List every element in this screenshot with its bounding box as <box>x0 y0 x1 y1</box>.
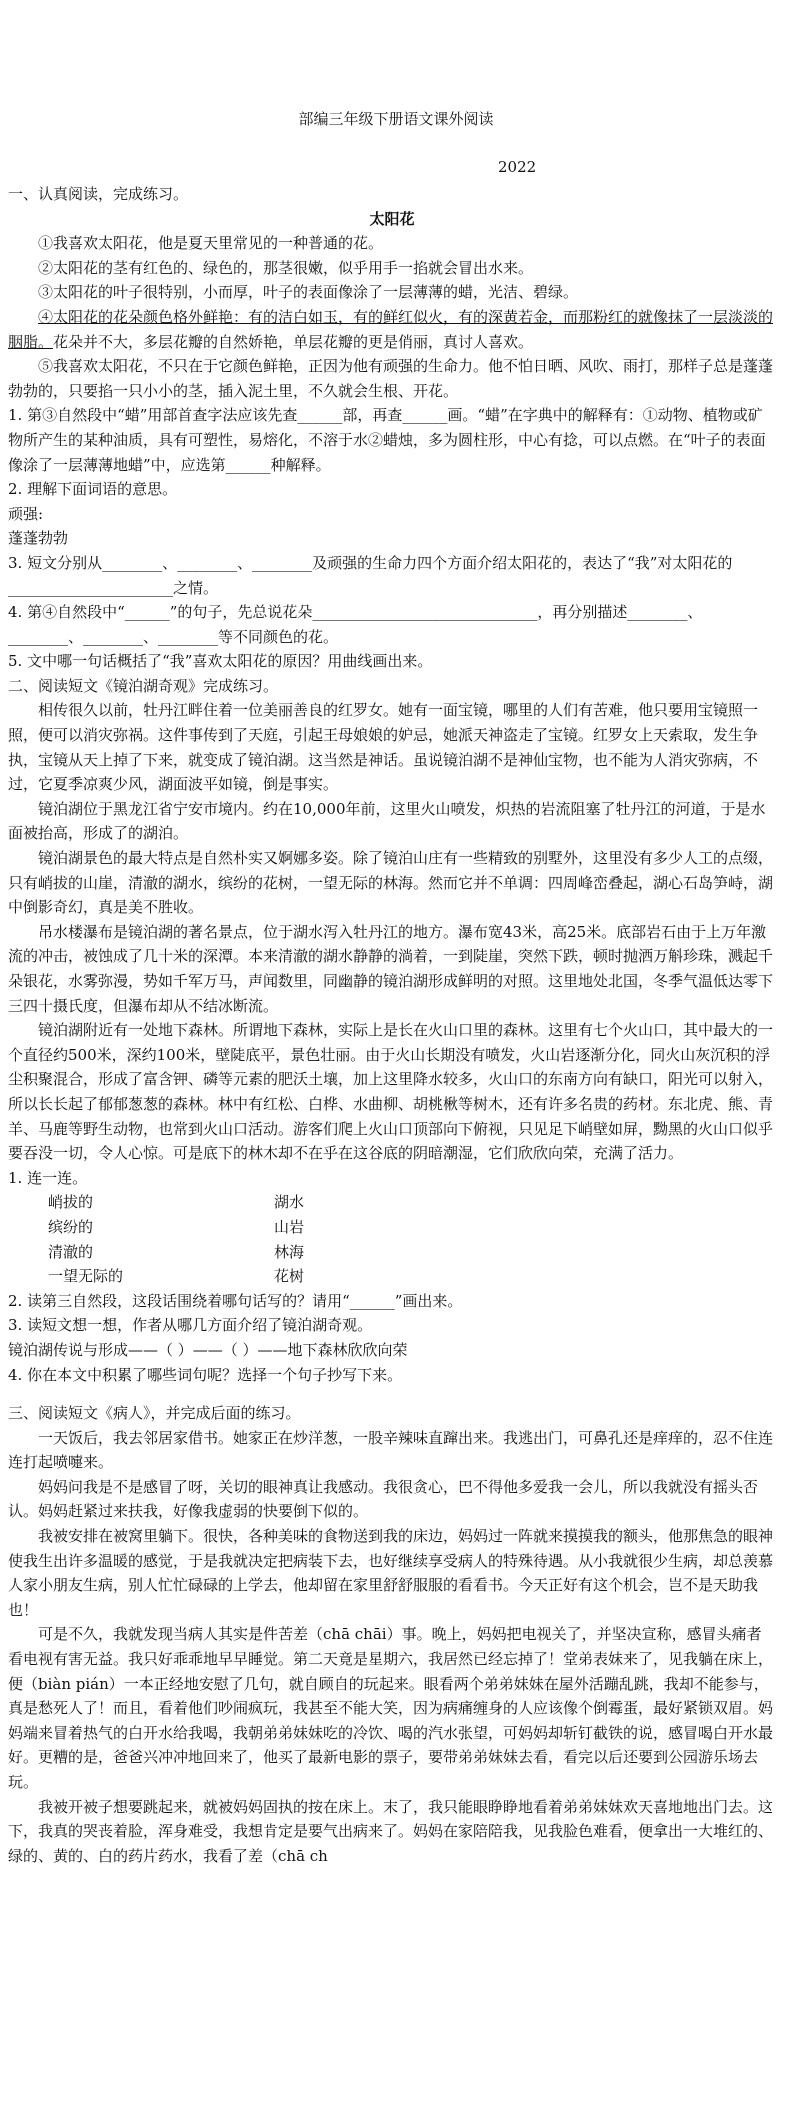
match-right-1[interactable]: 湖水 <box>274 1193 305 1212</box>
s1-question-4: 4. 第④自然段中“______”的句子，先总说花朵______________________________，再分别描述________、________、________、________等不同颜色的花。 <box>8 603 703 646</box>
match-left-4[interactable]: 一望无际的 <box>48 1267 124 1286</box>
s1-question-5: 5. 文中哪一句话概括了“我”喜欢太阳花的原因？用曲线画出来。 <box>8 652 433 671</box>
s2-question-3: 3. 读短文想一想，作者从哪几方面介绍了镜泊湖奇观。 <box>8 1316 373 1335</box>
match-right-4[interactable]: 花树 <box>274 1267 305 1286</box>
document-body <box>8 182 776 1868</box>
s2-question-3-chain: 镜泊湖传说与形成——（ ）——（ ）——地下森林欣欣向荣 <box>8 1340 408 1359</box>
s3-para-2: 妈妈问我是不是感冒了呀，关切的眼神真让我感动。我很贪心，巴不得他多爱我一会儿，所以我就没有摇头否认。妈妈赶紧过来扶我，好像我虚弱的快要倒下似的。 <box>8 1477 759 1521</box>
s1-question-1: 1. 第③自然段中“蜡”用部首查字法应该先查______部，再查______画。“蜡”在字典中的解释有：①动物、植物或矿物所产生的某种油质，具有可塑性，易熔化，不溶于水②蜡烛，多为圆柱形，中心有捻，可以点燃。在“叶子的表面像涂了一层薄薄地蜡”中，应选第______种解释。 <box>8 406 766 474</box>
s2-para-2: 镜泊湖位于黑龙江省宁安市境内。约在10,000年前，这里火山喷发，炽热的岩流阻塞了牡丹江的河道，于是水面被抬高，形成了的湖泊。 <box>8 799 766 843</box>
s2-question-4: 4. 你在本文中积累了哪些词句呢？选择一个句子抄写下来。 <box>8 1365 403 1384</box>
s1-question-3: 3. 短文分别从________、________、________及顽强的生命力四个方面介绍太阳花的，表达了“我”对太阳花的______________________之情。 <box>8 553 733 597</box>
section3-heading: 三、阅读短文《病人》，并完成后面的练习。 <box>8 1404 301 1423</box>
document-year: 2022 <box>498 158 537 176</box>
section2-heading: 二、阅读短文《镜泊湖奇观》完成练习。 <box>8 676 279 695</box>
s2-para-4: 吊水楼瀑布是镜泊湖的著名景点，位于湖水泻入牡丹江的地方。瀑布宽43米，高25米。底部岩石由于上万年激流的冲击，被蚀成了几十米的深潭。本来清澈的湖水静静的淌着，一到陡崖，突然下跌，顿时抛洒万斛珍珠，溅起千朵银花，水雾弥漫，势如千军万马，声闻数里，同幽静的镜泊湖形成鲜明的对照。这里地处北国，冬季气温低达零下三四十摄氏度，但瀑布却从不结冰断流。 <box>8 922 774 1015</box>
s3-para-1: 一天饭后，我去邻居家借书。她家正在炒洋葱，一股辛辣味直蹿出来。我逃出门，可鼻孔还是痒痒的，忍不住连连打起喷嚏来。 <box>8 1428 774 1472</box>
match-right-2[interactable]: 山岩 <box>274 1217 305 1236</box>
s1-para-1: ①我喜欢太阳花，他是夏天里常见的一种普通的花。 <box>38 234 384 253</box>
s2-question-2: 2. 读第三自然段，这段话围绕着哪句话写的？请用“______”画出来。 <box>8 1291 463 1310</box>
match-left-1[interactable]: 峭拔的 <box>48 1193 94 1212</box>
s2-para-3: 镜泊湖景色的最大特点是自然朴实又婀娜多姿。除了镜泊山庄有一些精致的别墅外，这里没有多少人工的点缀，只有峭拔的山崖，清澈的湖水，缤纷的花树，一望无际的林海。然而它并不单调：四周峰峦叠起，湖心石岛笋峙，湖中倒影奇幻，真是美不胜收。 <box>8 849 774 917</box>
matching-exercise <box>48 1190 776 1288</box>
section1-heading: 一、认真阅读，完成练习。 <box>8 185 189 203</box>
s1-para-2: ②太阳花的茎有红色的、绿色的，那茎很嫩，似乎用手一掐就会冒出水来。 <box>38 258 534 277</box>
match-right-3[interactable]: 林海 <box>274 1242 305 1261</box>
s2-para-5: 镜泊湖附近有一处地下森林。所谓地下森林，实际上是长在火山口里的森林。这里有七个火山口，其中最大的一个直径约500米，深约100米，壁陡底平，景色壮丽。由于火山长期没有喷发，火山岩逐渐分化，同火山灰沉积的浮尘积聚混合，形成了富含钾、磷等元素的肥沃土壤，加上这里降水较多，火山口的东南方向有缺口，阳光可以射入，所以长长起了郁郁葱葱的森林。林中有红松、白桦、水曲柳、胡桃楸等树木，还有许多名贵的药材。东北虎、熊、青羊、马鹿等野生动物，也常到火山口活动。游客们爬上火山口顶部向下俯视，只见足下峭壁如屏，黝黑的火山口似乎要吞没一切，令人心惊。可是底下的林木却不在乎在这谷底的阴暗潮湿，它们欣欣向荣，充满了活力。 <box>8 1021 774 1163</box>
s3-para-4: 可是不久，我就发现当病人其实是件苦差（chā chāi）事。晚上，妈妈把电视关了，并坚决宣称，感冒头痛者看电视有害无益。我只好乖乖地早早睡觉。第二天竟是星期六，我居然已经忘掉了！堂弟表妹来了，见我躺在床上，便（biàn pián）一本正经地安慰了几句，就自顾自的玩起来。眼看两个弟弟妹妹在屋外活蹦乱跳，我却不能参与，真是愁死人了！而且，看着他们吵闹疯玩，我甚至不能大笑，因为病痛缠身的人应该像个倒霉蛋，最好紧锁双眉。妈妈端来冒着热气的白开水给我喝，我朝弟弟妹妹吃的冷饮、喝的汽水张望，可妈妈却斩钉截铁的说，感冒喝白开水最好。更糟的是，爸爸兴冲冲地回来了，他买了最新电影的票子，要带弟弟妹妹去看，看完以后还要到公园游乐场去玩。 <box>8 1625 774 1791</box>
match-left-2[interactable]: 缤纷的 <box>48 1217 94 1236</box>
s1-para-4-rest: 花朵并不大，多层花瓣的自然娇艳，单层花瓣的更是俏丽，真讨人喜欢。 <box>53 332 534 351</box>
s1-para-5: ⑤我喜欢太阳花，不只在于它颜色鲜艳，正因为他有顽强的生命力。他不怕日晒、风吹、雨打，那样子总是蓬蓬勃勃的，只要掐一只小小的茎，插入泥土里，不久就会生根、开花。 <box>8 357 774 400</box>
s1-term-wanqiang: 顽强: <box>8 504 44 523</box>
s1-question-2: 2. 理解下面词语的意思。 <box>8 480 178 499</box>
document-title: 部编三年级下册语文课外阅读 <box>298 110 494 128</box>
article-title-taiyanghua: 太阳花 <box>369 209 415 228</box>
s1-para-4 <box>8 305 776 354</box>
s1-term-pengpengbobo: 蓬蓬勃勃 <box>8 529 69 548</box>
s2-question-1: 1. 连一连。 <box>8 1168 88 1187</box>
s3-para-3: 我被安排在被窝里躺下。很快，各种美味的食物送到我的床边，妈妈过一阵就来摸摸我的额头，他那焦急的眼神使我生出许多温暖的感觉，于是我就决定把病装下去，也好继续享受病人的特殊待遇。从小我就很少生病，却总羡慕人家小朋友生病，别人忙忙碌碌的上学去，他却留在家里舒舒服服的看看书。今天正好有这个机会，岂不是天助我也！ <box>8 1527 774 1619</box>
section-spacer <box>8 1387 776 1401</box>
s1-para-3: ③太阳花的叶子很特别，小而厚，叶子的表面像涂了一层薄薄的蜡，光洁、碧绿。 <box>38 283 579 302</box>
s2-para-1: 相传很久以前，牡丹江畔住着一位美丽善良的红罗女。她有一面宝镜，哪里的人们有苦难，他只要用宝镜照一照，便可以消灾弥祸。这件事传到了天庭，引起王母娘娘的妒忌，她派天神盗走了宝镜。红罗女上天索取，发生争执，宝镜从天上掉了下来，就变成了镜泊湖。这当然是神话。虽说镜泊湖不是神仙宝物，也不能为人消灾弥病，不过，它夏季凉爽少风，湖面波平如镜，倒是事实。 <box>8 701 759 794</box>
match-left-3[interactable]: 清澈的 <box>48 1242 94 1261</box>
s3-para-5: 我被开被子想要跳起来，就被妈妈固执的按在床上。末了，我只能眼睁睁地看着弟弟妹妹欢天喜地地出门去。这下，我真的哭丧着脸，浑身难受，我想肯定是要气出病来了。妈妈在家陪陪我，见我脸色难看，便拿出一大堆红的、绿的、黄的、白的药片药水，我看了差（chā ch <box>8 1797 774 1865</box>
s1-para-4-underlined: ④太阳花的花朵颜色格外鲜艳：有的洁白如玉，有的鲜红似火，有的深黄若金，而那粉红的就像抹了一层淡淡的胭脂。 <box>8 307 774 351</box>
